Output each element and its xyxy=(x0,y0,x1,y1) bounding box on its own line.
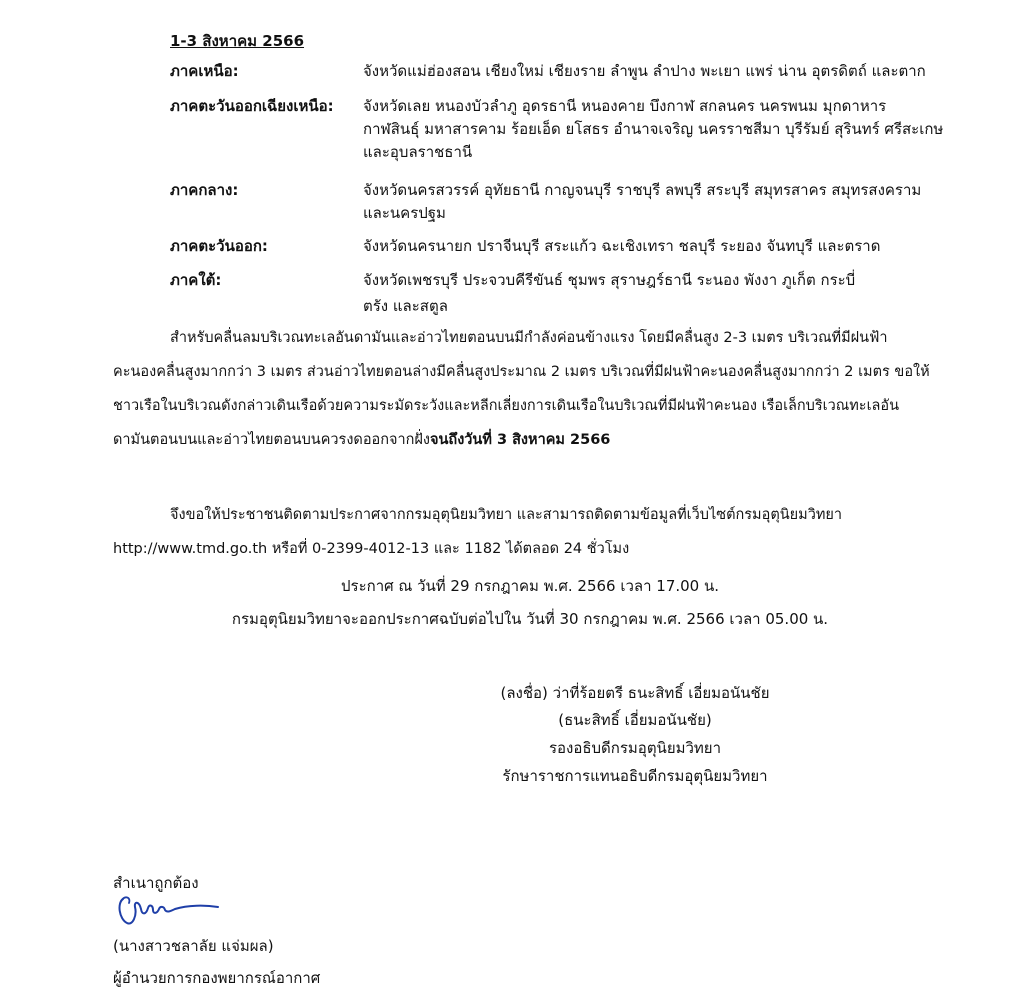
signatory-signed: (ลงชื่อ) ว่าที่ร้อยตรี ธนะสิทธิ์ เอี่ยมอนันชัย xyxy=(500,684,770,702)
date-heading: 1-3 สิงหาคม 2566 xyxy=(170,32,305,50)
contact-paragraph-line-1: จึงขอให้ประชาชนติดตามประกาศจากกรมอุตุนิยมวิทยา และสามารถติดตามข้อมูลที่เว็บไซต์กรมอุตุนิยมวิทยา xyxy=(170,507,843,523)
wave-paragraph-line-4-text: ดามันตอนบนและอ่าวไทยตอนบนควรงดออกจากฝั่ง xyxy=(113,432,431,448)
certification-name: (นางสาวชลาลัย แจ่มผล) xyxy=(113,937,274,955)
region-provinces-northeast-3: และอุบลราชธานี xyxy=(363,143,473,161)
wave-paragraph-line-3: ชาวเรือในบริเวณดังกล่าวเดินเรือด้วยความระมัดระวังและหลีกเลี่ยงการเดินเรือในบริเวณที่มีฝนฟ้าคะนอง เรือเล็กบริเวณทะเลอัน xyxy=(113,398,900,414)
region-provinces-south-2: ตรัง และสตูล xyxy=(363,297,448,315)
region-provinces-central-1: จังหวัดนครสวรรค์ อุทัยธานี กาญจนบุรี ราชบุรี ลพบุรี สระบุรี สมุทรสาคร สมุทรสงคราม xyxy=(363,181,922,199)
region-name-north: ภาคเหนือ: xyxy=(170,62,239,80)
region-provinces-northeast-2: กาฬสินธุ์ มหาสารคาม ร้อยเอ็ด ยโสธร อำนาจเจริญ นครราชสีมา บุรีรัมย์ สุรินทร์ ศรีสะเกษ xyxy=(363,120,944,138)
region-provinces-east: จังหวัดนครนายก ปราจีนบุรี สระแก้ว ฉะเชิงเทรา ชลบุรี ระยอง จันทบุรี และตราด xyxy=(363,237,881,255)
region-name-south: ภาคใต้: xyxy=(170,271,222,289)
announcement-next: กรมอุตุนิยมวิทยาจะออกประกาศฉบับต่อไปใน วันที่ 30 กรกฎาคม พ.ศ. 2566 เวลา 05.00 น. xyxy=(231,610,829,628)
region-provinces-northeast-1: จังหวัดเลย หนองบัวลำภู อุดรธานี หนองคาย บึงกาฬ สกลนคร นครพนม มุกดาหาร xyxy=(363,97,887,115)
region-provinces-south-1: จังหวัดเพชรบุรี ประจวบคีรีขันธ์ ชุมพร สุราษฎร์ธานี ระนอง พังงา ภูเก็ต กระบี่ xyxy=(363,271,856,289)
wave-paragraph-line-2: คะนองคลื่นสูงมากกว่า 3 เมตร ส่วนอ่าวไทยตอนล่างมีคลื่นสูงประมาณ 2 เมตร บริเวณที่มีฝนฟ้าคะนองคลื่นสูงมากกว่า 2 เมตร ขอให้ xyxy=(113,364,930,380)
signatory-position: รองอธิบดีกรมอุตุนิยมวิทยา xyxy=(548,739,722,757)
signatory-name: (ธนะสิทธิ์ เอี่ยมอนันชัย) xyxy=(558,711,712,729)
region-provinces-north: จังหวัดแม่ฮ่องสอน เชียงใหม่ เชียงราย ลำพูน ลำปาง พะเยา แพร่ น่าน อุตรดิตถ์ และตาก xyxy=(363,62,926,80)
certification-label: สำเนาถูกต้อง xyxy=(113,874,199,892)
contact-paragraph-line-2: http://www.tmd.go.th หรือที่ 0-2399-4012-13 และ 1182 ได้ตลอด 24 ชั่วโมง xyxy=(113,541,630,557)
region-name-east: ภาคตะวันออก: xyxy=(170,237,268,255)
wave-warning-until: จนถึงวันที่ 3 สิงหาคม 2566 xyxy=(430,432,611,448)
wave-paragraph-line-1: สำหรับคลื่นลมบริเวณทะเลอันดามันและอ่าวไทยตอนบนมีกำลังค่อนข้างแรง โดยมีคลื่นสูง 2-3 เมตร บริเวณที่มีฝนฟ้า xyxy=(170,330,888,346)
certification-position: ผู้อำนวยการกองพยากรณ์อากาศ xyxy=(113,969,321,987)
signatory-acting: รักษาราชการแทนอธิบดีกรมอุตุนิยมวิทยา xyxy=(502,767,768,785)
region-provinces-central-2: และนครปฐม xyxy=(363,204,446,222)
wave-paragraph-line-4 xyxy=(113,430,610,450)
region-name-northeast: ภาคตะวันออกเฉียงเหนือ: xyxy=(170,97,334,115)
region-name-central: ภาคกลาง: xyxy=(170,181,239,199)
handwritten-signature xyxy=(113,893,223,929)
announcement-issued: ประกาศ ณ วันที่ 29 กรกฎาคม พ.ศ. 2566 เวลา 17.00 น. xyxy=(340,577,720,595)
